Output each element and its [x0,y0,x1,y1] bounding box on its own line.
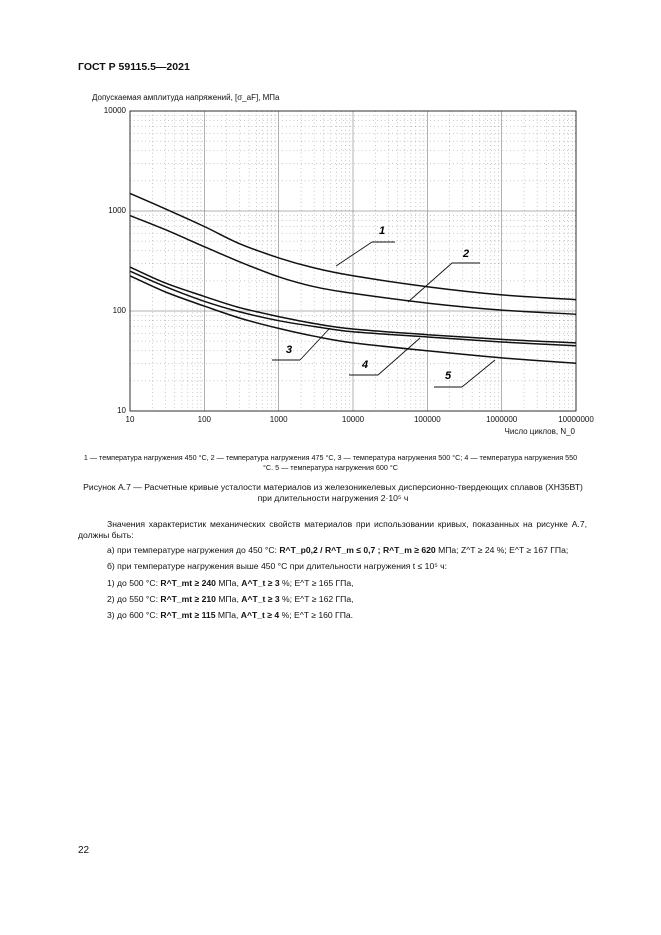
x-tick-label: 10000000 [558,415,594,424]
formula-rm: R^T_m ≥ 620 [382,545,436,555]
x-tick-label: 100 [197,415,211,424]
formula-rp-rm: R^T_p0,2 / R^T_m ≤ 0,7 ; [279,545,381,555]
chart-grid [130,111,576,411]
leader-line-3 [300,328,330,360]
x-tick-label: 10 [125,415,135,424]
curve-label-4: 4 [362,359,369,371]
leader-line-2 [408,263,452,302]
x-tick-label: 1000 [269,415,288,424]
leader-line-1 [336,242,372,266]
intro-paragraph: Значения характеристик механических свойств материалов при использовании кривых, показанных на рисунке А.7, должны быть: [78,519,587,540]
page-number: 22 [78,845,90,856]
x-tick-label: 10000 [341,415,365,424]
y-tick-label: 10 [117,406,126,415]
y-tick-label: 10000 [103,106,126,115]
leader-line-4 [378,338,420,375]
item-2: 2) до 550 °С: R^T_mt ≥ 210 МПа, A^T_t ≥ 3 %; E^T ≥ 162 ГПа, [107,594,354,604]
y-tick-label: 1000 [108,206,126,215]
y-axis-label: Допускаемая амплитуда напряжений, [σ_aF], МПа [92,93,280,102]
curve-label-1: 1 [379,225,386,237]
item-1: 1) до 500 °С: R^T_mt ≥ 240 МПа, A^T_t ≥ 3 %; E^T ≥ 165 ГПа, [107,578,354,588]
x-tick-label: 100000 [413,415,441,424]
x-tick-label: 1000000 [486,415,518,424]
figure-legend: 1 — температура нагружения 450 °С, 2 — температура нагружения 475 °С, 3 — температура нагружения 500 °С; 4 — температура нагружения 550 °С. 5 — температура нагружения 600 °С [83,453,578,472]
curve-label-5: 5 [445,370,452,382]
item-3: 3) до 600 °С: R^T_mt ≥ 115 МПа, A^T_t ≥ 4 %; E^T ≥ 160 ГПа. [107,610,354,620]
curve-label-2: 2 [463,248,470,260]
figure-caption: Рисунок А.7 — Расчетные кривые усталости материалов из железоникелевых дисперсионно-твердеющих сплавов (ХН35ВТ) при длительности нагружения 2·10⁵ ч [83,482,583,503]
document-header: ГОСТ Р 59115.5—2021 [78,61,190,73]
item-b: б) при температуре нагружения выше 450 °С при длительности нагружения t ≤ 10⁵ ч: [107,561,448,571]
x-axis-label: Число циклов, N_0 [504,427,575,436]
fatigue-chart [0,0,661,450]
curve-label-3: 3 [286,344,293,356]
y-tick-label: 100 [112,306,126,315]
item-a: а) при температуре нагружения до 450 °С: R^T_p0,2 / R^T_m ≤ 0,7 ; R^T_m ≥ 620 МПа; Z^T ≥ 24 %; E^T ≥ 167 ГПа; [107,545,569,555]
